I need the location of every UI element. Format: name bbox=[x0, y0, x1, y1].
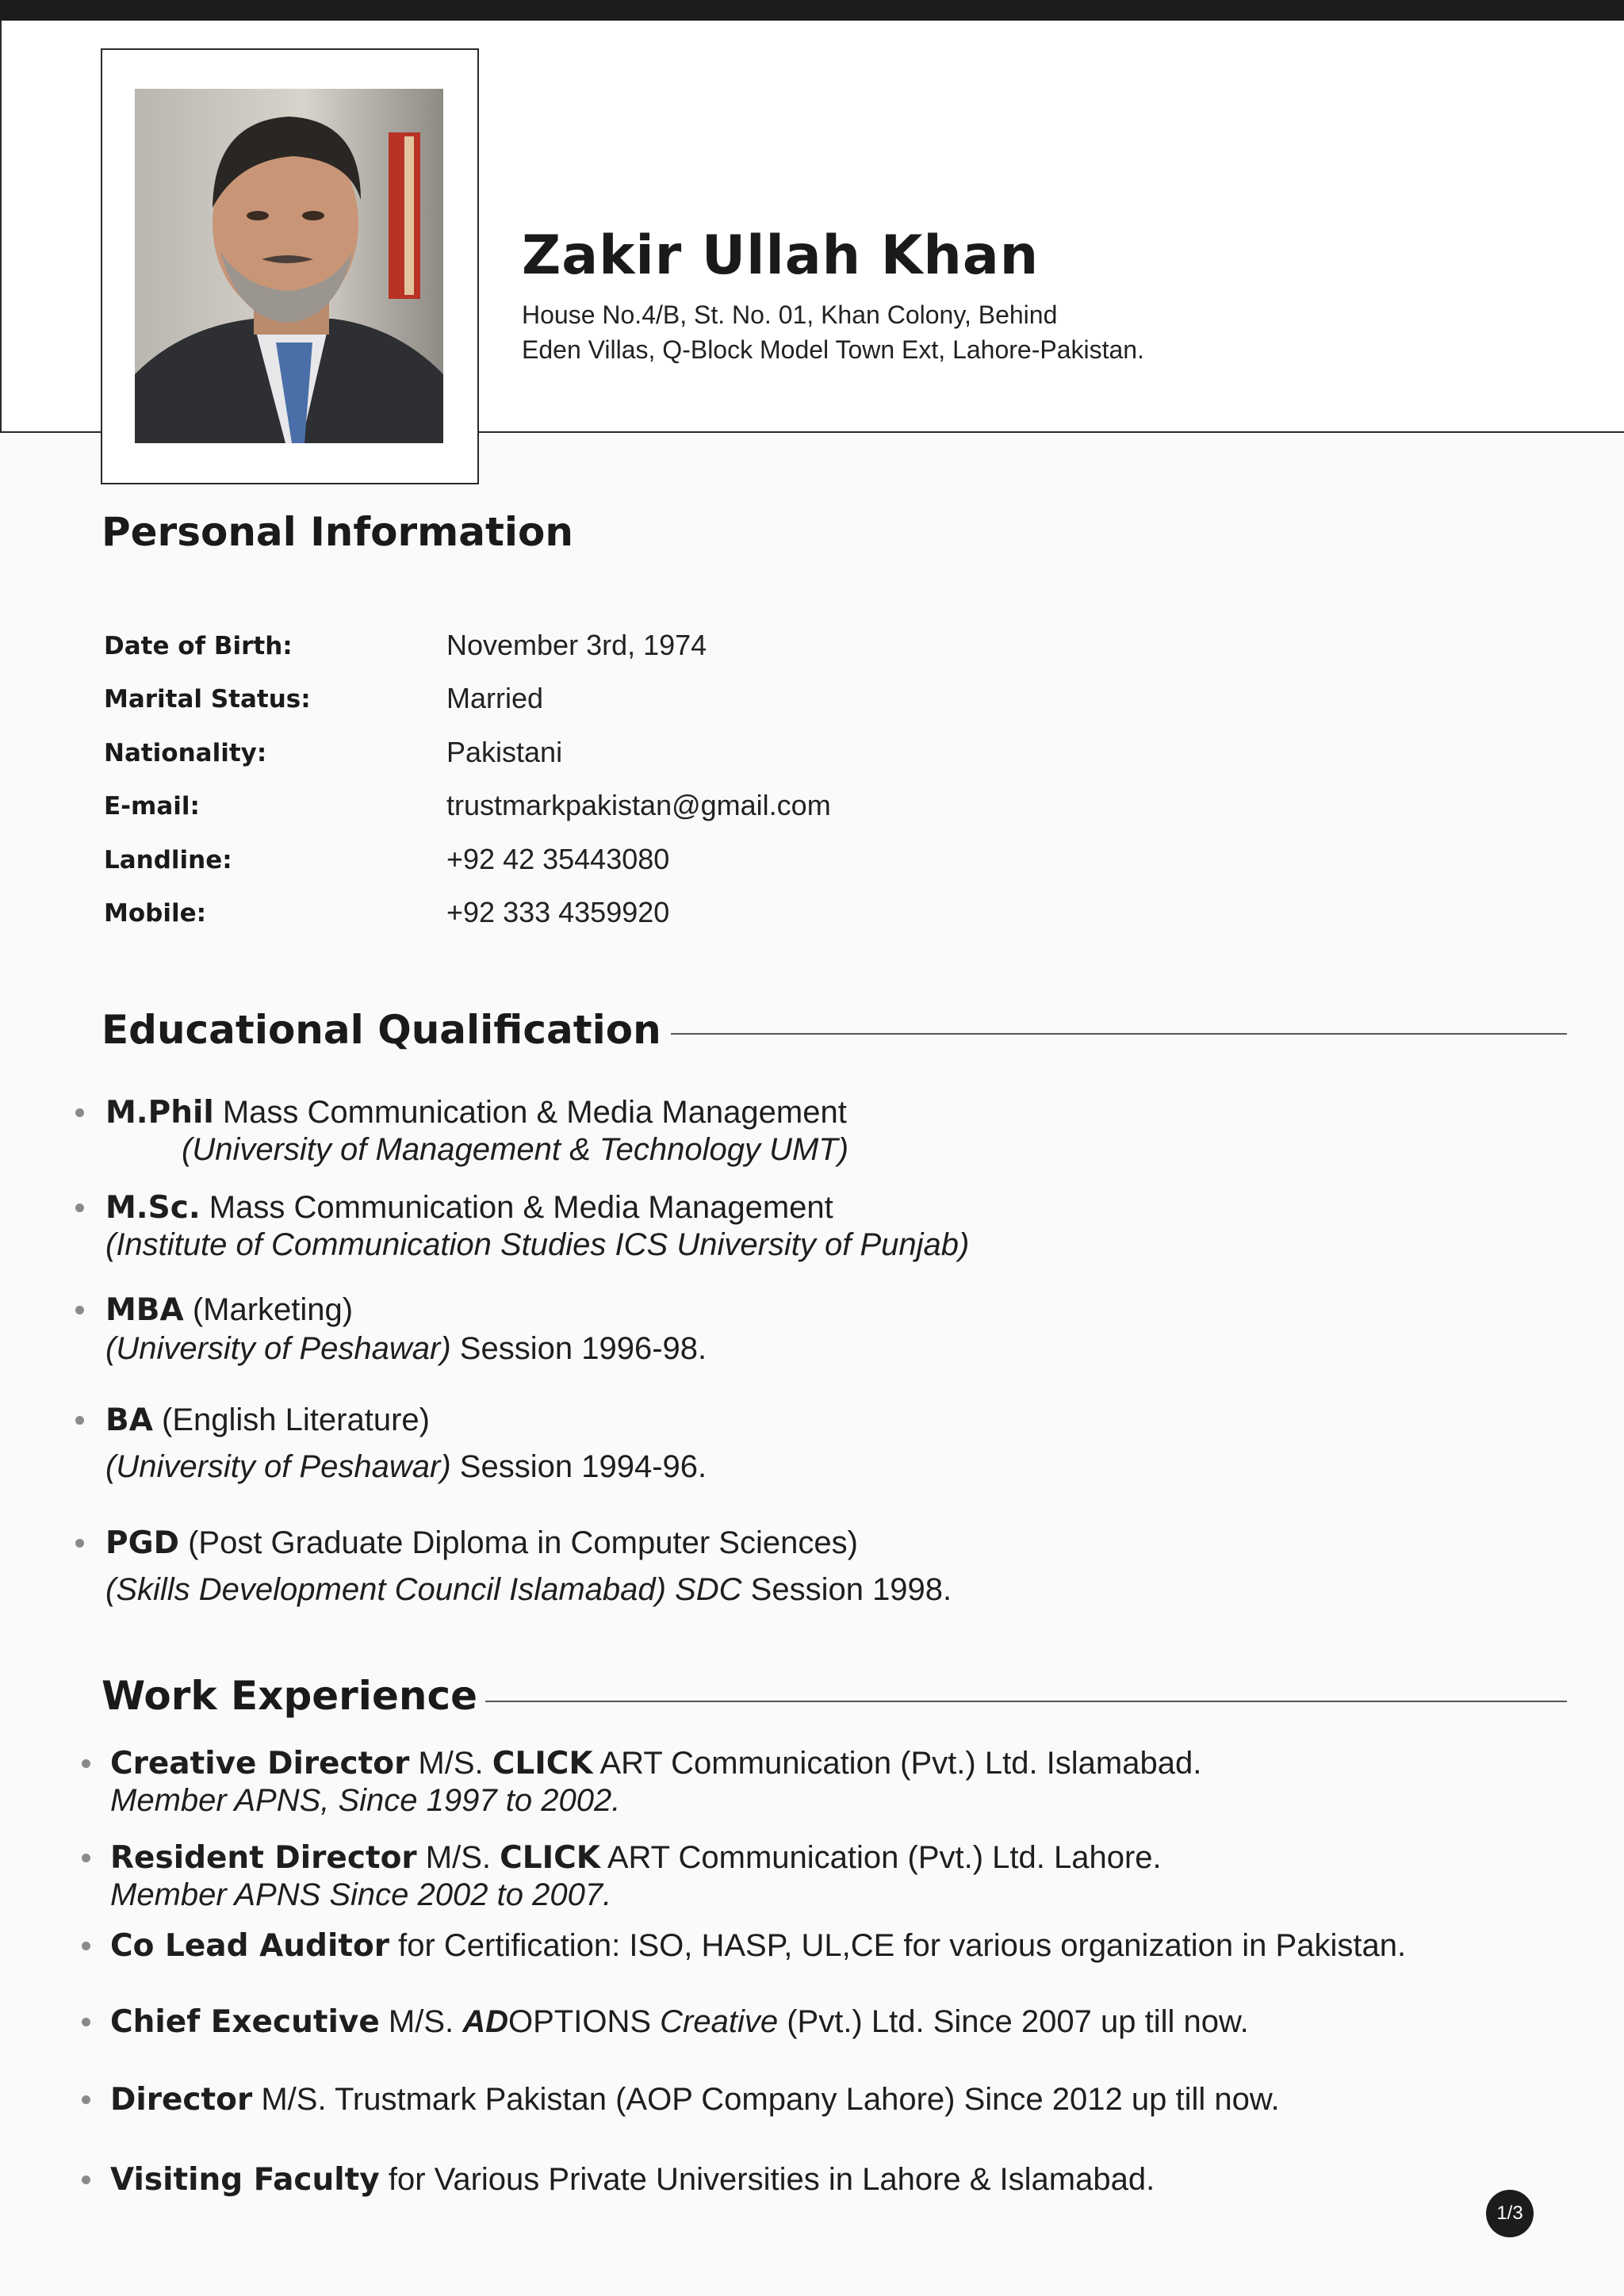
section-title-education: Educational Qualification bbox=[102, 1007, 661, 1053]
info-row-dob bbox=[104, 629, 1055, 668]
company-name: CLICK bbox=[500, 1840, 600, 1876]
bullet bbox=[75, 1203, 84, 1212]
institute: (University of Peshawar) bbox=[105, 1331, 451, 1366]
role: Chief Executive bbox=[110, 2004, 380, 2040]
education-item bbox=[105, 1292, 707, 1367]
section-title-work: Work Experience bbox=[102, 1673, 477, 1719]
role: Director bbox=[110, 2082, 253, 2118]
institute: (Skills Development Council Islamabad) SDC bbox=[105, 1572, 742, 1607]
degree: BA bbox=[105, 1402, 153, 1438]
field: (English Literature) bbox=[152, 1402, 430, 1437]
field: (Post Graduate Diploma in Computer Sciences) bbox=[178, 1525, 858, 1560]
info-row-email bbox=[104, 789, 1055, 828]
membership: Member APNS, Since 1997 to 2002. bbox=[110, 1783, 621, 1818]
company-prefix: M/S. bbox=[416, 1840, 500, 1875]
candidate-name: Zakir Ullah Khan bbox=[522, 224, 1040, 287]
info-label: Mobile: bbox=[104, 899, 207, 928]
work-item bbox=[110, 2081, 1280, 2118]
bullet bbox=[82, 1759, 90, 1768]
company-details: (Pvt.) Ltd. Since 2007 up till now. bbox=[778, 2004, 1249, 2039]
info-row-nationality bbox=[104, 736, 1055, 775]
page-indicator: 1/3 bbox=[1486, 2190, 1534, 2237]
info-value: Married bbox=[446, 682, 544, 714]
info-label: Nationality: bbox=[104, 739, 267, 767]
bullet bbox=[82, 2095, 90, 2104]
top-bar bbox=[0, 0, 1624, 21]
company-name-emphasis: AD bbox=[462, 2004, 508, 2039]
company-details: ART Communication (Pvt.) Ltd. Islamabad. bbox=[592, 1746, 1202, 1781]
degree: M.Sc. bbox=[105, 1190, 201, 1226]
email-link[interactable]: trustmarkpakistan@gmail.com bbox=[446, 789, 831, 821]
field: Mass Communication & Media Management bbox=[200, 1190, 833, 1225]
work-item bbox=[110, 2003, 1249, 2041]
degree: M.Phil bbox=[105, 1095, 214, 1131]
institute: (University of Management & Technology UMT) bbox=[182, 1132, 849, 1167]
education-item bbox=[105, 1189, 969, 1263]
field: Mass Communication & Media Management bbox=[213, 1095, 847, 1130]
role: Creative Director bbox=[110, 1746, 410, 1781]
section-divider bbox=[485, 1701, 1567, 1702]
info-value: +92 42 35443080 bbox=[446, 843, 670, 875]
role: Resident Director bbox=[110, 1840, 417, 1876]
bullet bbox=[75, 1416, 84, 1425]
info-value: Pakistani bbox=[446, 736, 563, 768]
info-label: Marital Status: bbox=[104, 685, 311, 714]
bullet bbox=[82, 1854, 90, 1862]
education-item bbox=[105, 1525, 952, 1608]
institute: (University of Peshawar) bbox=[105, 1449, 451, 1484]
work-item bbox=[110, 2161, 1155, 2198]
session: Session 1994-96. bbox=[450, 1449, 707, 1484]
info-value: +92 333 4359920 bbox=[446, 896, 670, 928]
info-value: November 3rd, 1974 bbox=[446, 629, 707, 661]
bullet bbox=[75, 1539, 84, 1548]
bullet bbox=[82, 2175, 90, 2184]
institute: (Institute of Communication Studies ICS University of Punjab) bbox=[105, 1227, 970, 1262]
role-details: for Certification: ISO, HASP, UL,CE for various organization in Pakistan. bbox=[389, 1928, 1407, 1963]
profile-photo bbox=[135, 89, 443, 443]
address bbox=[522, 297, 1144, 367]
company-name: OPTIONS bbox=[508, 2004, 661, 2039]
education-item bbox=[105, 1094, 848, 1168]
work-item bbox=[110, 1745, 1201, 1819]
info-label: E-mail: bbox=[104, 792, 200, 821]
bullet bbox=[75, 1108, 84, 1117]
section-title-personal: Personal Information bbox=[102, 509, 573, 555]
address-line-1: House No.4/B, St. No. 01, Khan Colony, Behind bbox=[522, 300, 1058, 329]
role: Visiting Faculty bbox=[110, 2162, 380, 2198]
field: (Marketing) bbox=[183, 1292, 354, 1327]
company-name: CLICK bbox=[492, 1746, 593, 1781]
info-row-mobile bbox=[104, 896, 1055, 936]
session: Session 1998. bbox=[741, 1572, 952, 1607]
section-divider bbox=[671, 1033, 1567, 1035]
company-prefix: M/S. bbox=[409, 1746, 492, 1781]
education-item bbox=[105, 1402, 707, 1485]
work-item bbox=[110, 1927, 1406, 1965]
membership: Member APNS Since 2002 to 2007. bbox=[110, 1877, 612, 1912]
degree: PGD bbox=[105, 1525, 179, 1561]
work-item bbox=[110, 1839, 1162, 1913]
address-line-2: Eden Villas, Q-Block Model Town Ext, Lahore-Pakistan. bbox=[522, 335, 1144, 364]
company-details: ART Communication (Pvt.) Ltd. Lahore. bbox=[599, 1840, 1162, 1875]
info-row-marital-status bbox=[104, 682, 1055, 721]
info-row-landline bbox=[104, 843, 1055, 882]
role-details: for Various Private Universities in Lahore & Islamabad. bbox=[379, 2162, 1155, 2197]
bullet bbox=[82, 1942, 90, 1950]
role-details: M/S. Trustmark Pakistan (AOP Company Lahore) Since 2012 up till now. bbox=[252, 2082, 1280, 2117]
info-label: Date of Birth: bbox=[104, 632, 293, 660]
role: Co Lead Auditor bbox=[110, 1928, 390, 1964]
company-name-italic: Creative bbox=[660, 2004, 779, 2039]
bullet bbox=[82, 2018, 90, 2026]
session: Session 1996-98. bbox=[450, 1331, 707, 1366]
degree: MBA bbox=[105, 1292, 184, 1328]
company-prefix: M/S. bbox=[379, 2004, 463, 2039]
info-label: Landline: bbox=[104, 846, 232, 874]
bullet bbox=[75, 1306, 84, 1314]
